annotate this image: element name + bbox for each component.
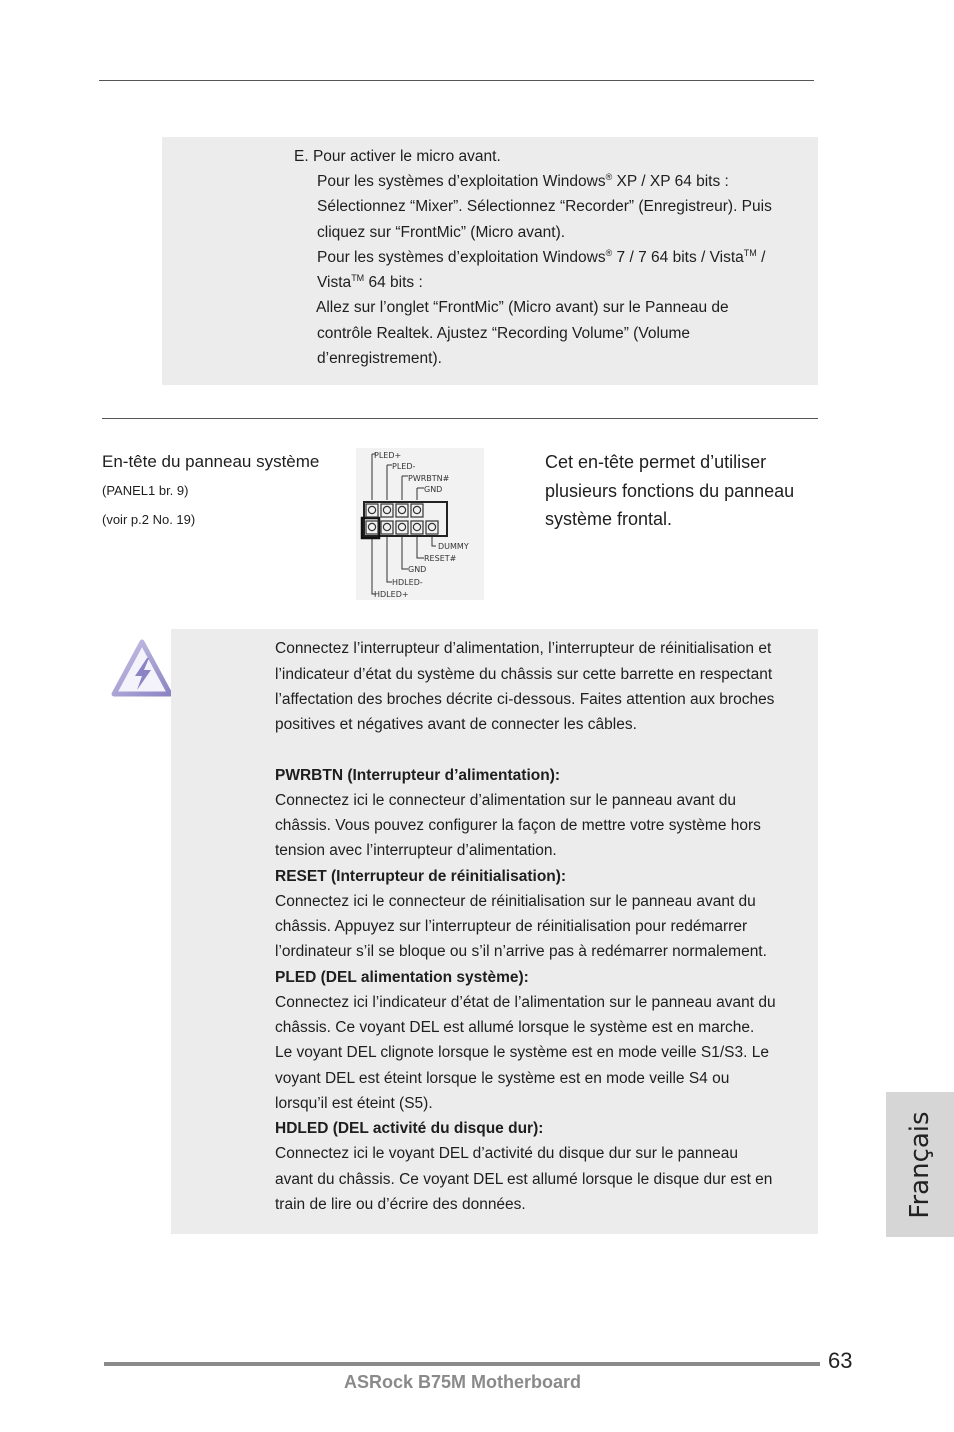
section-e-title: E. Pour activer le micro avant.	[294, 148, 501, 165]
section-e-xp-line: Pour les systèmes d’exploitation Windows® XP / XP 64 bits :	[317, 172, 729, 190]
pin-label-reset: RESET#	[424, 554, 457, 563]
pled-line3: Le voyant DEL clignote lorsque le système est en mode veille S1/S3. Le	[275, 1044, 769, 1061]
footer-product: ASRock B75M Motherboard	[344, 1372, 582, 1392]
pled-line4: voyant DEL est éteint lorsque le système est en mode veille S4 ou	[275, 1070, 730, 1087]
note-intro-line1: Connectez l’interrupteur d’alimentation, l’interrupteur de réinitialisation et	[275, 640, 772, 657]
reset-line2: châssis. Appuyez sur l’interrupteur de réinitialisation pour redémarrer	[275, 918, 748, 935]
pin-label-hdled-minus: HDLED-	[392, 578, 423, 587]
hdled-line1: Connectez ici le voyant DEL d’activité du disque dur sur le panneau	[275, 1145, 738, 1162]
note-intro-line2: l’indicateur d’état du système du châssis sur cette barrette en respectant	[275, 666, 773, 683]
hdled-heading: HDLED (DEL activité du disque dur):	[275, 1120, 544, 1137]
note-intro-line3: l’affectation des broches décrite ci-dessous. Faites attention aux broches	[275, 691, 775, 708]
top-rule	[99, 80, 814, 81]
panel-desc-line2: plusieurs fonctions du panneau	[545, 481, 795, 501]
pin-label-gnd-top: GND	[424, 485, 443, 494]
section-e-onglet-line3: d’enregistrement).	[317, 350, 442, 367]
panel-header-ref: (voir p.2 No. 19)	[102, 512, 196, 527]
pwrbtn-line1: Connectez ici le connecteur d’alimentation sur le panneau avant du	[275, 792, 736, 809]
section-e-onglet-line1: Allez sur l’onglet “FrontMic” (Micro avant) sur le Panneau de	[316, 299, 729, 316]
panel-desc-line1: Cet en-tête permet d’utiliser	[545, 452, 767, 472]
section-e-vista-line: Vista™ 64 bits :	[317, 273, 423, 291]
hdled-line3: train de lire ou d’écrire des données.	[275, 1196, 526, 1213]
page-number: 63	[828, 1348, 853, 1373]
section-e-xp-line2: Sélectionnez “Mixer”. Sélectionnez “Recorder” (Enregistreur). Puis	[317, 198, 772, 215]
pin-label-pled-plus: PLED+	[374, 451, 402, 460]
reset-line3: l’ordinateur s’il se bloque ou s’il n’arrive pas à redémarrer normalement.	[275, 943, 767, 960]
language-tab-label: Français	[905, 1110, 935, 1219]
pin-label-pled-minus: PLED-	[392, 462, 416, 471]
panel-header-pins: (PANEL1 br. 9)	[102, 483, 189, 498]
pwrbtn-heading: PWRBTN (Interrupteur d’alimentation):	[275, 767, 561, 784]
pwrbtn-line3: tension avec l’interrupteur d’alimentation.	[275, 842, 557, 859]
pin-label-gnd-bottom: GND	[408, 565, 427, 574]
section-rule	[102, 418, 818, 419]
pled-heading: PLED (DEL alimentation système):	[275, 969, 529, 986]
pin-label-hdled-plus: HDLED+	[374, 590, 409, 599]
panel-pin-diagram	[356, 448, 484, 600]
section-e-w7-line: Pour les systèmes d’exploitation Windows® 7 / 7 64 bits / Vista™ /	[317, 248, 766, 266]
section-e-onglet-line2: contrôle Realtek. Ajustez “Recording Volume” (Volume	[317, 325, 691, 342]
hdled-line2: avant du châssis. Ce voyant DEL est allumé lorsque le disque dur est en	[275, 1171, 773, 1188]
reset-line1: Connectez ici le connecteur de réinitialisation sur le panneau avant du	[275, 893, 756, 910]
language-tab	[886, 1092, 954, 1237]
pled-line5: lorsqu’il est éteint (S5).	[275, 1095, 433, 1112]
section-e-xp-line3: cliquez sur “FrontMic” (Micro avant).	[317, 224, 566, 241]
warning-icon	[111, 638, 173, 698]
pin-label-pwrbtn: PWRBTN#	[408, 474, 450, 483]
panel-header-title: En-tête du panneau système	[102, 452, 320, 471]
pin-label-dummy: DUMMY	[438, 542, 469, 551]
panel-desc-line3: système frontal.	[545, 509, 673, 529]
note-intro-line4: positives et négatives avant de connecter les câbles.	[275, 716, 637, 733]
footer-bar	[104, 1362, 820, 1366]
reset-heading: RESET (Interrupteur de réinitialisation):	[275, 868, 567, 885]
pled-line2: châssis. Ce voyant DEL est allumé lorsque le système est en marche.	[275, 1019, 755, 1036]
pled-line1: Connectez ici l’indicateur d’état de l’alimentation sur le panneau avant du	[275, 994, 776, 1011]
pwrbtn-line2: châssis. Vous pouvez configurer la façon de mettre votre système hors	[275, 817, 761, 834]
